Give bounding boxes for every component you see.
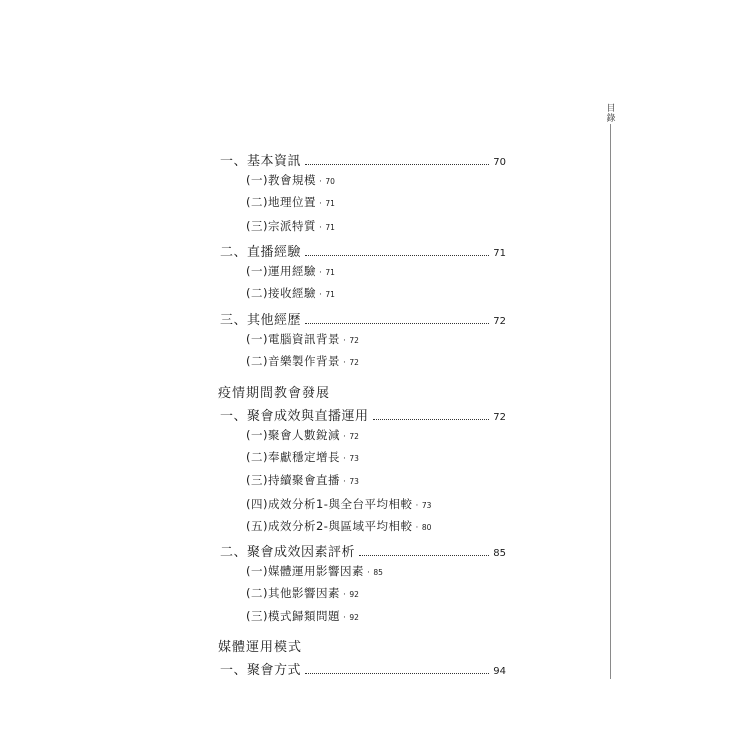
toc-title: (二)地理位置 xyxy=(246,195,316,209)
toc-entry xyxy=(220,541,506,560)
toc-title: (一)媒體運用影響因素 xyxy=(246,564,364,578)
separator-dot: ‧ xyxy=(342,358,347,368)
toc-section-heading xyxy=(218,382,330,401)
toc-title: (一)教會規模 xyxy=(246,173,316,187)
toc-page-number: 71 xyxy=(493,248,506,259)
separator-dot: ‧ xyxy=(342,432,347,442)
toc-page-number: 94 xyxy=(493,666,506,677)
toc-page-number: 73 xyxy=(349,477,359,486)
toc-subentry xyxy=(246,263,335,279)
toc-subentry xyxy=(246,449,359,465)
toc-title: 一、基本資訊 xyxy=(220,154,302,169)
toc-page-number: 71 xyxy=(325,268,335,277)
separator-dot: ‧ xyxy=(318,177,323,187)
dot-leader xyxy=(359,555,489,556)
separator-dot: ‧ xyxy=(366,568,371,578)
toc-title: (二)音樂製作背景 xyxy=(246,354,340,368)
toc-entry xyxy=(220,309,506,328)
toc-subentry xyxy=(246,353,359,369)
dot-leader xyxy=(305,164,489,165)
separator-dot: ‧ xyxy=(318,268,323,278)
toc-title: 二、直播經驗 xyxy=(220,245,302,260)
toc-title: (二)接收經驗 xyxy=(246,286,316,300)
toc-title: (一)聚會人數銳減 xyxy=(246,428,340,442)
toc-subentry xyxy=(246,585,359,601)
toc-subentry xyxy=(246,608,359,624)
toc-title: (三)持續聚會直播 xyxy=(246,473,340,487)
toc-title: 疫情期間教會發展 xyxy=(218,386,331,401)
toc-entry xyxy=(220,659,506,678)
toc-subentry xyxy=(246,518,431,534)
toc-subentry xyxy=(246,285,335,301)
toc-title: 一、聚會方式 xyxy=(220,663,302,678)
toc-page-number: 85 xyxy=(373,568,383,577)
toc-page-number: 70 xyxy=(493,157,506,168)
dot-leader xyxy=(305,673,489,674)
dot-leader xyxy=(305,323,489,324)
toc-subentry xyxy=(246,218,335,234)
toc-title: (三)宗派特質 xyxy=(246,219,316,233)
separator-dot: ‧ xyxy=(415,523,419,533)
toc-page-number: 73 xyxy=(349,454,359,463)
side-section-label: 目錄 xyxy=(606,104,616,124)
separator-dot: ‧ xyxy=(318,290,323,300)
toc-subentry xyxy=(246,563,383,579)
toc-subentry xyxy=(246,172,335,188)
toc-title: (二)其他影響因素 xyxy=(246,586,340,600)
separator-dot: ‧ xyxy=(342,590,347,600)
toc-title: 二、聚會成效因素評析 xyxy=(220,545,356,560)
dot-leader xyxy=(373,419,490,420)
toc-page-number: 72 xyxy=(493,412,506,423)
toc-title: (二)奉獻穩定增長 xyxy=(246,450,340,464)
toc-page-number: 72 xyxy=(349,432,359,441)
toc-entry xyxy=(220,150,506,169)
toc-title: (一)運用經驗 xyxy=(246,264,316,278)
toc-title: (一)電腦資訊背景 xyxy=(246,332,340,346)
toc-subentry xyxy=(246,331,359,347)
toc-page-number: 73 xyxy=(421,501,432,510)
toc-title: (五)成效分析2-與區域平均相較 xyxy=(246,519,413,533)
toc-title: (三)模式歸類問題 xyxy=(246,609,340,623)
toc-entry xyxy=(220,241,506,260)
toc-page-number: 92 xyxy=(349,590,359,599)
toc-page-number: 72 xyxy=(349,358,359,367)
separator-dot: ‧ xyxy=(342,613,347,623)
toc-page-number: 71 xyxy=(325,290,335,299)
toc-section-heading xyxy=(218,636,302,655)
toc-title: 一、聚會成效與直播運用 xyxy=(220,409,369,424)
separator-dot: ‧ xyxy=(415,501,419,511)
toc-subentry xyxy=(246,496,431,512)
toc-page-number: 72 xyxy=(349,336,359,345)
separator-dot: ‧ xyxy=(342,336,347,346)
toc-subentry xyxy=(246,472,359,488)
toc-title: 三、其他經歷 xyxy=(220,313,302,328)
toc-page-number: 85 xyxy=(493,548,506,559)
toc-entry xyxy=(220,405,506,424)
toc-page-number: 71 xyxy=(325,199,335,208)
dot-leader xyxy=(305,255,489,256)
separator-dot: ‧ xyxy=(342,454,347,464)
separator-dot: ‧ xyxy=(318,199,323,209)
toc-title: (四)成效分析1-與全台平均相較 xyxy=(246,497,413,511)
toc-subentry xyxy=(246,194,335,210)
toc-subentry xyxy=(246,427,359,443)
toc-title: 媒體運用模式 xyxy=(218,640,303,655)
toc-page-number: 71 xyxy=(325,223,335,232)
separator-dot: ‧ xyxy=(318,223,323,233)
toc-page-number: 80 xyxy=(421,523,432,532)
toc-page-number: 92 xyxy=(349,613,359,622)
toc-page-number: 70 xyxy=(325,177,335,186)
toc-page-number: 72 xyxy=(493,316,506,327)
separator-dot: ‧ xyxy=(342,477,347,487)
